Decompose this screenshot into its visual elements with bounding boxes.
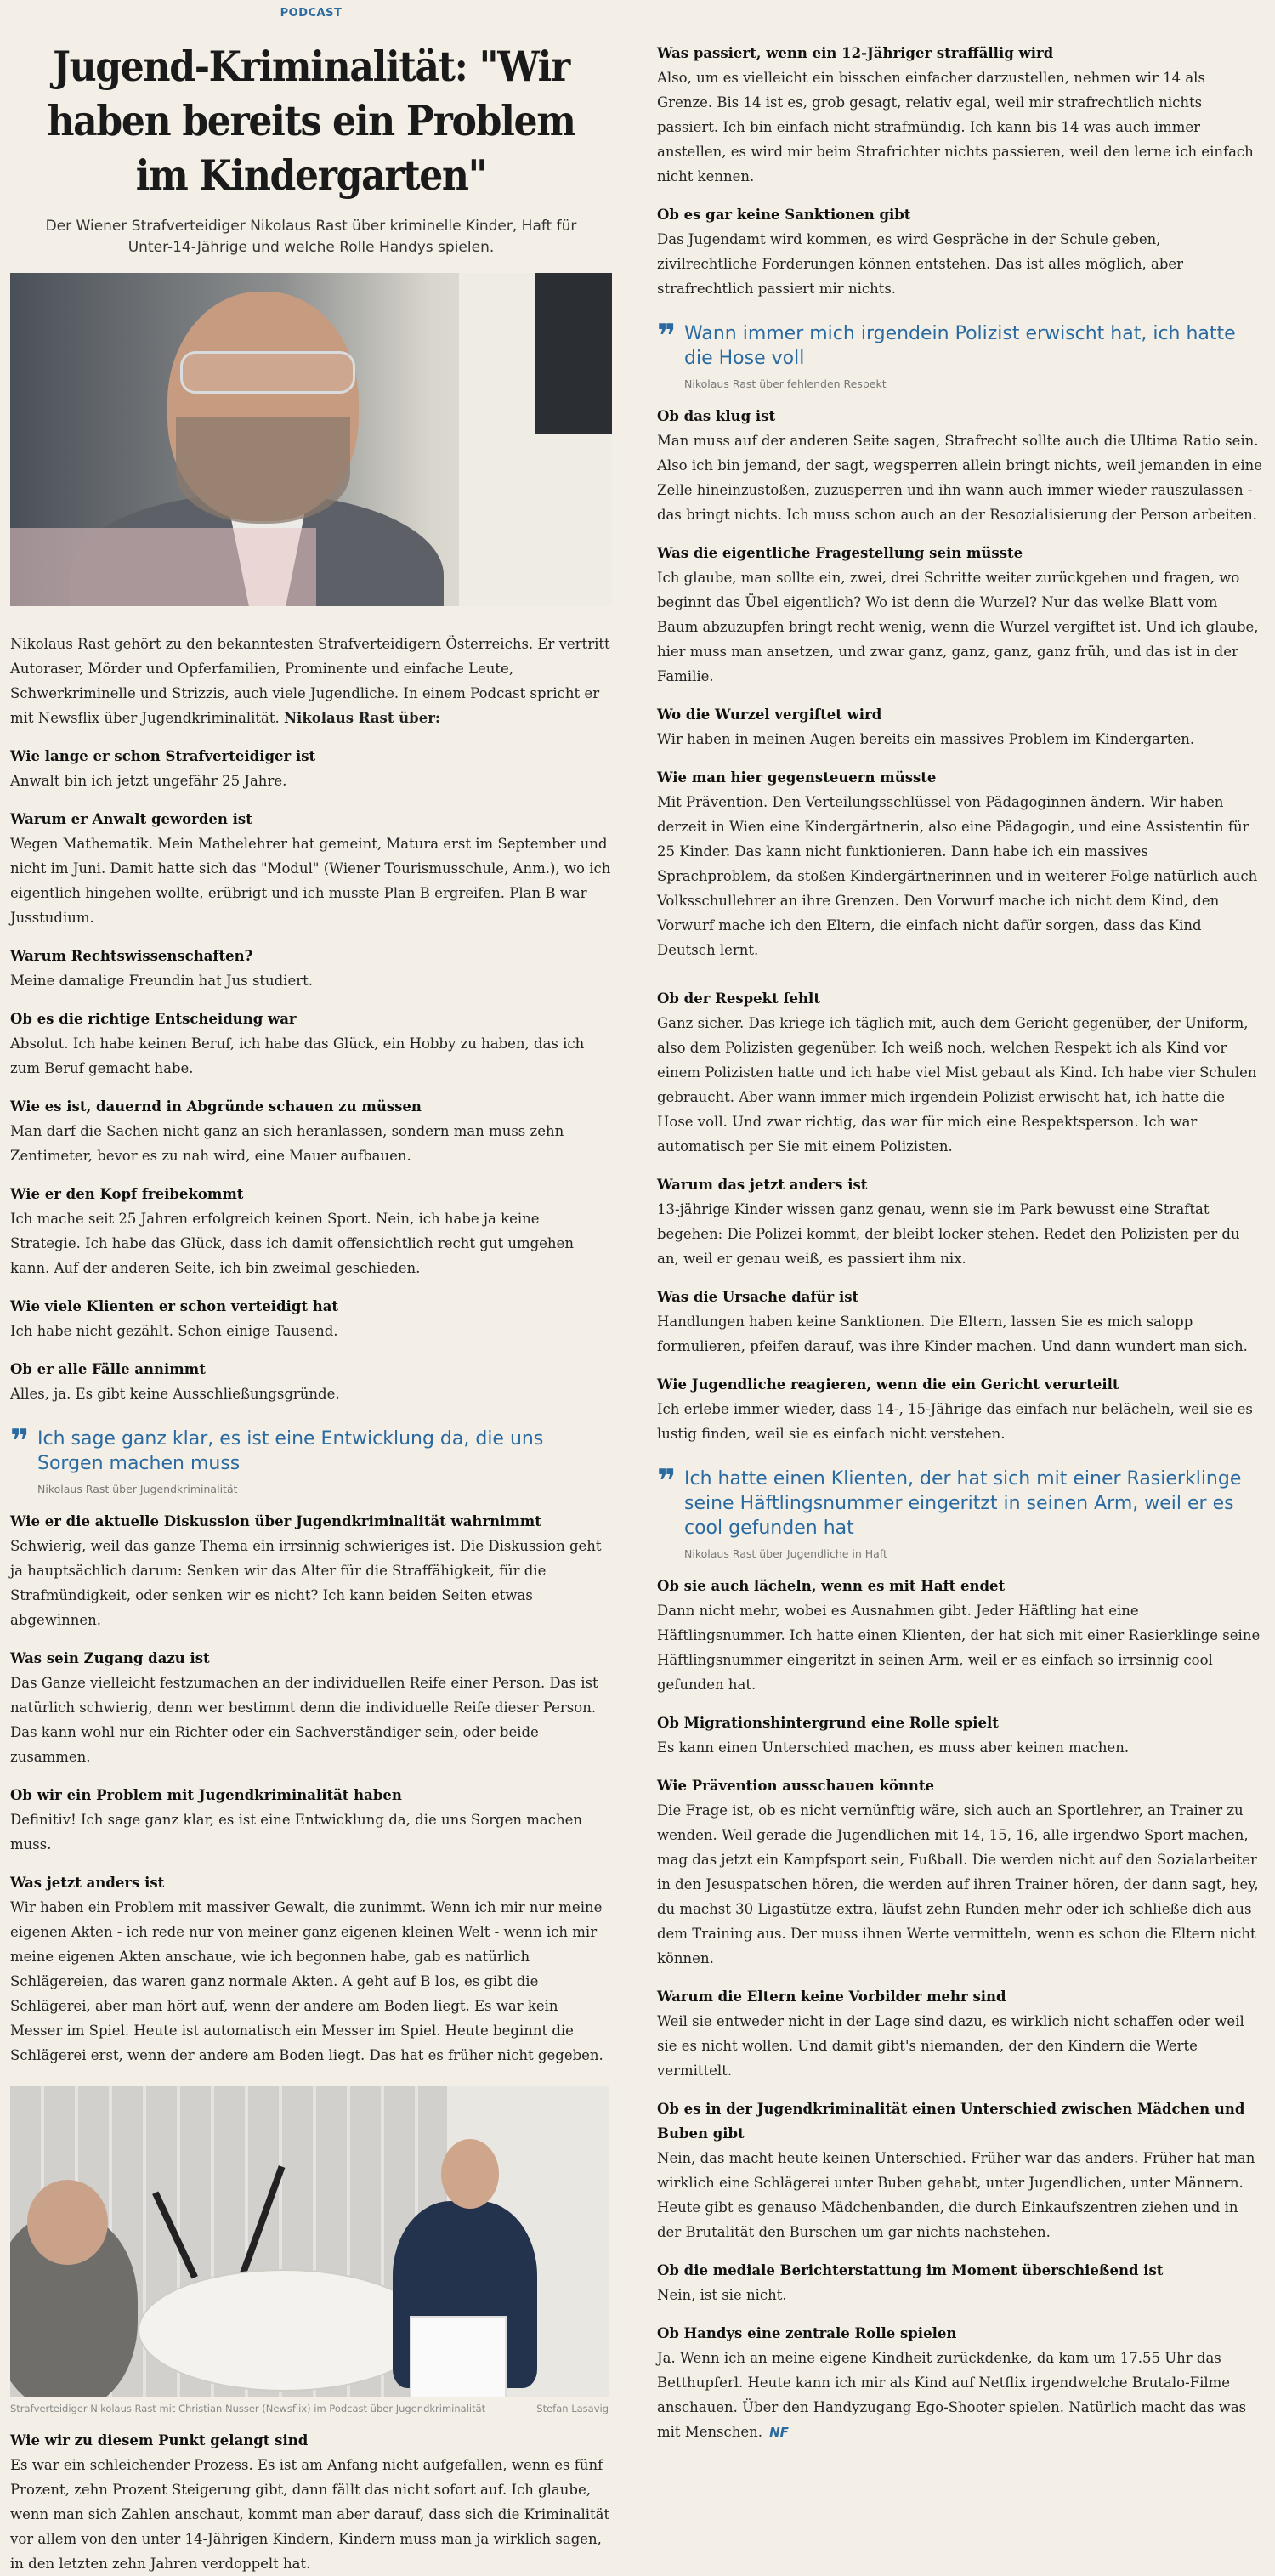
qa-section xyxy=(10,1357,612,1406)
qa-answer: Mit Prävention. Den Verteilungsschlüssel von Pädagoginnen ändern. Wir haben derzeit in Wien eine Kindergärtnerin, also eine Pädagogin, und eine Assistentin für 25 Kinder. Das kann nicht funktionieren. Dann habe ich ein massives Sprachproblem, da stoßen Kindergärtnerinnen und in weiterer Folge natürlich auch Volksschullehrer an ihre Grenzen. Den Vorwurf mache ich nicht dem Kind, den Vorwurf mache ich den Eltern, die einfach nicht dafür sorgen, dass das Kind Deutsch lernt. xyxy=(657,794,1258,958)
qa-section xyxy=(657,1172,1262,1271)
qa-section xyxy=(657,1711,1262,1760)
qa-answer: Wegen Mathematik. Mein Mathelehrer hat gemeint, Matura erst im September und nicht im Juni. Damit hatte sich das "Modul" (Wiener Tourismusschule, Anm.), wo ich eigentlich hingehen wollte, erübrigt und ich musste Plan B ergreifen. Plan B war Jusstudium. xyxy=(10,836,611,926)
qa-answer: Ich mache seit 25 Jahren erfolgreich keinen Sport. Nein, ich habe ja keine Strategie. Ich habe das Glück, dass ich damit offensichtlich recht gut umgehen kann. Auf der anderen Seite, ich bin zweimal geschieden. xyxy=(10,1211,574,1276)
qa-answer: Weil sie entweder nicht in der Lage sind dazu, es wirklich nicht schaffen oder weil sie es nicht wollen. Und damit gibt's niemanden, der den Kindern die Werte vermittelt. xyxy=(657,2013,1244,2079)
qa-section xyxy=(10,1182,612,1280)
qa-heading: Wie viele Klienten er schon verteidigt hat xyxy=(10,1298,339,1314)
pull-quote xyxy=(657,1462,1262,1560)
left-sections-b xyxy=(10,1509,612,2068)
qa-section xyxy=(657,702,1262,752)
quote-text: Ich hatte einen Klienten, der hat sich mit einer Rasierklinge seine Häftlingsnummer eingeritzt in seinen Arm, weil er es cool gefunden hat xyxy=(684,1468,1242,1539)
qa-heading: Wie es ist, dauernd in Abgründe schauen zu müssen xyxy=(10,1098,422,1115)
photo-caption xyxy=(10,2403,609,2414)
qa-heading: Ob wir ein Problem mit Jugendkriminalität haben xyxy=(10,1787,402,1803)
quote-text: Wann immer mich irgendein Polizist erwischt hat, ich hatte die Hose voll xyxy=(684,323,1236,369)
qa-heading: Warum Rechtswissenschaften? xyxy=(10,948,253,964)
qa-answer: Das Ganze vielleicht festzumachen an der individuellen Reife einer Person. Das ist natürlich schwierig, denn wer bestimmt denn die individuelle Reife dieser Person. Das kann wohl nur ein Richter oder ein Sachverständiger sein, oder beide zusammen. xyxy=(10,1675,598,1765)
qa-heading: Ob er alle Fälle annimmt xyxy=(10,1361,206,1377)
pull-quote xyxy=(10,1422,612,1495)
caption-text: Strafverteidiger Nikolaus Rast mit Christian Nusser (Newsflix) im Podcast über Jugendkriminalität xyxy=(10,2403,486,2414)
qa-answer: Dann nicht mehr, wobei es Ausnahmen gibt. Jeder Häftling hat eine Häftlingsnummer. Ich hatte einen Klienten, der hat sich mit einer Rasierklinge seine Häftlingsnummer eingeritzt in seinen Arm, weil er es einfach so irrsinnig cool gefunden hat. xyxy=(657,1603,1261,1693)
kicker[interactable]: PODCAST xyxy=(280,7,343,20)
qa-answer: Es war ein schleichender Prozess. Es ist am Anfang nicht aufgefallen, wenn es fünf Prozent, zehn Prozent Steigerung gibt, dann fällt das nicht sofort auf. Ich glaube, wenn man sich Zahlen anschaut, kommt man aber darauf, dass sich die Kriminalität vor allem von den unter 14-Jährigen Kindern, Kindern muss man ja wirklich sagen, in den letzten zehn Jahren verdoppelt hat. xyxy=(10,2457,610,2572)
qa-heading: Warum das jetzt anders ist xyxy=(657,1177,868,1193)
qa-answer: Ich habe nicht gezählt. Schon einige Tausend. xyxy=(10,1323,338,1339)
qa-section xyxy=(10,1294,612,1343)
qa-answer: Wir haben in meinen Augen bereits ein massives Problem im Kindergarten. xyxy=(657,731,1195,747)
qa-heading: Ob sie auch lächeln, wenn es mit Haft endet xyxy=(657,1578,1006,1594)
quote-icon: ❞ xyxy=(10,1422,30,1460)
qa-answer: Absolut. Ich habe keinen Beruf, ich habe das Glück, ein Hobby zu haben, das ich zum Beruf gemacht habe. xyxy=(10,1036,585,1076)
quote-icon: ❞ xyxy=(657,317,677,355)
qa-heading: Was die eigentliche Fragestellung sein müsste xyxy=(657,545,1023,561)
qa-heading: Wie Prävention ausschauen könnte xyxy=(657,1778,935,1794)
qa-section xyxy=(657,765,1262,962)
quote-source: Nikolaus Rast über Jugendkriminalität xyxy=(37,1483,238,1495)
qa-section xyxy=(10,1870,612,2068)
qa-heading: Ob die mediale Berichterstattung im Moment überschießend ist xyxy=(657,2262,1164,2278)
qa-section xyxy=(10,1646,612,1769)
qa-heading: Ob Migrationshintergrund eine Rolle spielt xyxy=(657,1715,999,1731)
qa-answer: Definitiv! Ich sage ganz klar, es ist eine Entwicklung da, die uns Sorgen machen muss. xyxy=(10,1812,582,1853)
qa-section xyxy=(657,1285,1262,1359)
qa-answer: Ja. Wenn ich an meine eigene Kindheit zurückdenke, da kam um 17.55 Uhr das Betthupferl. Heute kann ich mir als Kind auf Netflix irgendwelche Brutalo-Filme anschauen. Über den Handyzugang Ego-Shooter spielen. Natürlich macht das was mit Menschen. xyxy=(657,2350,1247,2440)
qa-answer: Die Frage ist, ob es nicht vernünftig wäre, sich auch an Sportlehrer, an Trainer zu wenden. Weil gerade die Jugendlichen mit 14, 15, 16, alle irgendwo Sport machen, mag das jetzt ein Kampfsport sein, Fußball. Die werden nicht auf den Sozialarbeiter in den Jesuspatschen hören, die werden auf ihren Trainer hören, der dann sagt, hey, du machst 30 Ligastütze extra, läufst zehn Runden mehr oder ich schließe dich aus dem Training aus. Der muss ihnen Werte vermitteln, wenn es schon die Eltern nicht können. xyxy=(657,1802,1259,1966)
qa-heading: Was sein Zugang dazu ist xyxy=(10,1650,210,1666)
left-column xyxy=(10,0,612,2576)
qa-section xyxy=(10,807,612,930)
qa-section xyxy=(657,541,1262,689)
qa-section xyxy=(657,1984,1262,2083)
qa-heading: Wie man hier gegensteuern müsste xyxy=(657,769,937,786)
qa-section xyxy=(10,1007,612,1081)
qa-answer: Es kann einen Unterschied machen, es muss aber keinen machen. xyxy=(657,1739,1130,1756)
qa-answer: Wir haben ein Problem mit massiver Gewalt, die zunimmt. Wenn ich mir nur meine eigenen Akten - ich rede nur von meiner ganz eigenen kleinen Welt - wenn ich mir meine eigenen Akten anschaue, wie ich begonnen habe, gab es natürlich Schlägereien, das waren ganz normale Akten. A geht auf B los, es gibt die Schlägerei, aber man hört auf, wenn der andere am Boden liegt. Es war kein Messer im Spiel. Heute ist automatisch ein Messer im Spiel. Heute beginnt die Schlägerei erst, wenn der andere am Boden liegt. Das hat es früher nicht gegeben. xyxy=(10,1899,604,2063)
qa-heading: Ob das klug ist xyxy=(657,408,776,424)
qa-answer: Man muss auf der anderen Seite sagen, Strafrecht sollte auch die Ultima Ratio sein. Also ich bin jemand, der sagt, wegsperren allein bringt nichts, weil jemanden in eine Zelle hineinzustoßen, zuzusperren und ihn wann auch immer wieder rauszulassen - das bringt nichts. Ich muss schon auch an der Resozialisierung der Person arbeiten. xyxy=(657,433,1262,523)
qa-answer-wrap xyxy=(657,2346,1262,2445)
hero-image xyxy=(10,273,612,606)
qa-answer: Ich glaube, man sollte ein, zwei, drei Schritte weiter zurückgehen und fragen, wo beginnt das Übel eigentlich? Wo ist denn die Wurzel? Nur das welke Blatt vom Baum abzuzupfen bringt recht wenig, wenn die Wurzel vergiftet ist. Und ich glaube, hier muss man ansetzen, und zwar ganz, ganz, ganz, ganz früh, und das ist in der Familie. xyxy=(657,570,1259,684)
quote-icon: ❞ xyxy=(657,1462,677,1500)
left-sections-c xyxy=(10,2428,612,2576)
qa-answer: Also, um es vielleicht ein bisschen einfacher darzustellen, nehmen wir 14 als Grenze. Bis 14 ist es, grob gesagt, relativ egal, weil mir strafrechtlich nichts passiert. Ich bin einfach nicht strafmündig. Ich kann bis 14 was auch immer anstellen, es wird mir beim Strafrichter nichts passieren, weil den lerne ich einfach nicht kennen. xyxy=(657,70,1254,184)
qa-section xyxy=(10,2428,612,2576)
qa-section xyxy=(10,1783,612,1857)
qa-section xyxy=(657,1773,1262,1971)
qa-heading: Wie wir zu diesem Punkt gelangt sind xyxy=(10,2432,309,2448)
qa-answer: Das Jugendamt wird kommen, es wird Gespräche in der Schule geben, zivilrechtliche Forderungen können entstehen. Das ist alles möglich, aber strafrechtlich passiert mir nichts. xyxy=(657,231,1184,297)
quote-source: Nikolaus Rast über Jugendliche in Haft xyxy=(684,1547,887,1560)
qa-heading: Wo die Wurzel vergiftet wird xyxy=(657,706,882,723)
qa-heading: Ob es gar keine Sanktionen gibt xyxy=(657,207,911,223)
qa-section xyxy=(657,2258,1262,2307)
qa-section xyxy=(10,944,612,993)
qa-answer: Alles, ja. Es gibt keine Ausschließungsgründe. xyxy=(10,1386,340,1402)
qa-section xyxy=(657,404,1262,527)
qa-section xyxy=(10,744,612,793)
left-sections-a xyxy=(10,744,612,1406)
qa-heading: Warum die Eltern keine Vorbilder mehr sind xyxy=(657,1989,1006,2005)
qa-heading: Was die Ursache dafür ist xyxy=(657,1289,859,1305)
quote-text: Ich sage ganz klar, es ist eine Entwicklung da, die uns Sorgen machen muss xyxy=(37,1428,544,1474)
qa-heading: Ob es in der Jugendkriminalität einen Unterschied zwischen Mädchen und Buben gibt xyxy=(657,2101,1245,2142)
qa-heading: Wie er die aktuelle Diskussion über Jugendkriminalität wahrnimmt xyxy=(10,1513,541,1529)
qa-heading: Ob der Respekt fehlt xyxy=(657,990,820,1007)
newsflix-logo-icon: NF xyxy=(769,2425,789,2440)
qa-heading: Wie Jugendliche reagieren, wenn die ein Gericht verurteilt xyxy=(657,1376,1119,1393)
qa-section xyxy=(10,1509,612,1632)
qa-answer: 13-jährige Kinder wissen ganz genau, wenn sie im Park bewusst eine Straftat begehen: Die Polizei kommt, der bleibt locker stehen. Redet den Polizisten per du an, weil er genau weiß, es passiert ihm nix. xyxy=(657,1201,1240,1267)
qa-answer: Meine damalige Freundin hat Jus studiert. xyxy=(10,973,314,989)
qa-section xyxy=(657,1574,1262,1697)
qa-heading: Ob es die richtige Entscheidung war xyxy=(10,1011,297,1027)
pull-quote xyxy=(657,317,1262,390)
qa-answer: Schwierig, weil das ganze Thema ein irrsinnig schwieriges ist. Die Diskussion geht ja hauptsächlich darum: Senken wir das Alter für die Straffähigkeit, für die Strafmündigkeit, oder senken wir es nicht? Ich kann beiden Seiten etwas abgewinnen. xyxy=(10,1538,602,1628)
headline: Jugend-Kriminalität: "Wir haben bereits ein Problem im Kindergarten" xyxy=(47,42,575,200)
quote-source: Nikolaus Rast über fehlenden Respekt xyxy=(684,377,887,390)
qa-section xyxy=(657,202,1262,301)
qa-answer: Handlungen haben keine Sanktionen. Die Eltern, lassen Sie es mich salopp formulieren, pfeifen darauf, was ihre Kinder machen. Und dann wundert man sich. xyxy=(657,1314,1248,1354)
lead-paragraph xyxy=(10,632,612,730)
subtitle: Der Wiener Strafverteidiger Nikolaus Rast über kriminelle Kinder, Haft für Unter-14-Jährige und welche Rolle Handys spielen. xyxy=(45,218,577,256)
qa-answer: Anwalt bin ich jetzt ungefähr 25 Jahre. xyxy=(10,773,287,789)
qa-heading: Was passiert, wenn ein 12-Jähriger straffällig wird xyxy=(657,45,1054,61)
qa-section xyxy=(657,2321,1262,2445)
qa-answer: Ganz sicher. Das kriege ich täglich mit, auch dem Gericht gegenüber, der Uniform, also dem Polizisten gegenüber. Ich weiß noch, welchen Respekt ich als Kind vor einem Polizisten hatte und ich habe viel Mist gebaut als Kind. Ich habe vier Schulen gebraucht. Aber wann immer mich irgendein Polizist erwischt hat, ich hatte die Hose voll. Und zwar richtig, das war für mich eine Respektsperson. Ich war automatisch per Sie mit einem Polizisten. xyxy=(657,1015,1257,1155)
qa-answer: Nein, ist sie nicht. xyxy=(657,2287,787,2303)
lead-text: Nikolaus Rast gehört zu den bekanntesten Strafverteidigern Österreichs. Er vertritt Autoraser, Mörder und Opferfamilien, Prominente und einfache Leute, Schwerkriminelle und Strizzis, auch viele Jugendliche. In einem Podcast spricht er mit Newsflix über Jugendkriminalität. xyxy=(10,636,610,726)
podcast-photo xyxy=(10,2086,609,2397)
qa-heading: Wie er den Kopf freibekommt xyxy=(10,1186,244,1202)
qa-section xyxy=(657,986,1262,1159)
qa-heading: Ob Handys eine zentrale Rolle spielen xyxy=(657,2325,957,2341)
qa-answer: Man darf die Sachen nicht ganz an sich heranlassen, sondern man muss zehn Zentimeter, bevor es zu nah wird, eine Mauer aufbauen. xyxy=(10,1123,564,1164)
qa-heading: Was jetzt anders ist xyxy=(10,1875,165,1891)
qa-heading: Warum er Anwalt geworden ist xyxy=(10,811,252,827)
lead-strong: Nikolaus Rast über: xyxy=(283,710,440,726)
qa-answer: Ich erlebe immer wieder, dass 14-, 15-Jährige das einfach nur belächeln, weil sie es lustig finden, weil sie es einfach nicht verstehen. xyxy=(657,1401,1253,1442)
qa-heading: Wie lange er schon Strafverteidiger ist xyxy=(10,748,316,764)
photo-credit: Stefan Lasavig xyxy=(536,2403,609,2414)
right-column xyxy=(657,41,1262,2445)
qa-section xyxy=(657,41,1262,189)
qa-section xyxy=(657,2097,1262,2244)
qa-section xyxy=(10,1094,612,1168)
qa-section xyxy=(657,1372,1262,1446)
qa-answer: Nein, das macht heute keinen Unterschied. Früher war das anders. Früher hat man wirklich eine Schlägerei unter Buben gehabt, unter Jugendlichen, unter Männern. Heute gibt es genauso Mädchenbanden, die durch Einkaufszentren ziehen und in der Brutalität den Burschen um gar nichts nachstehen. xyxy=(657,2150,1255,2240)
